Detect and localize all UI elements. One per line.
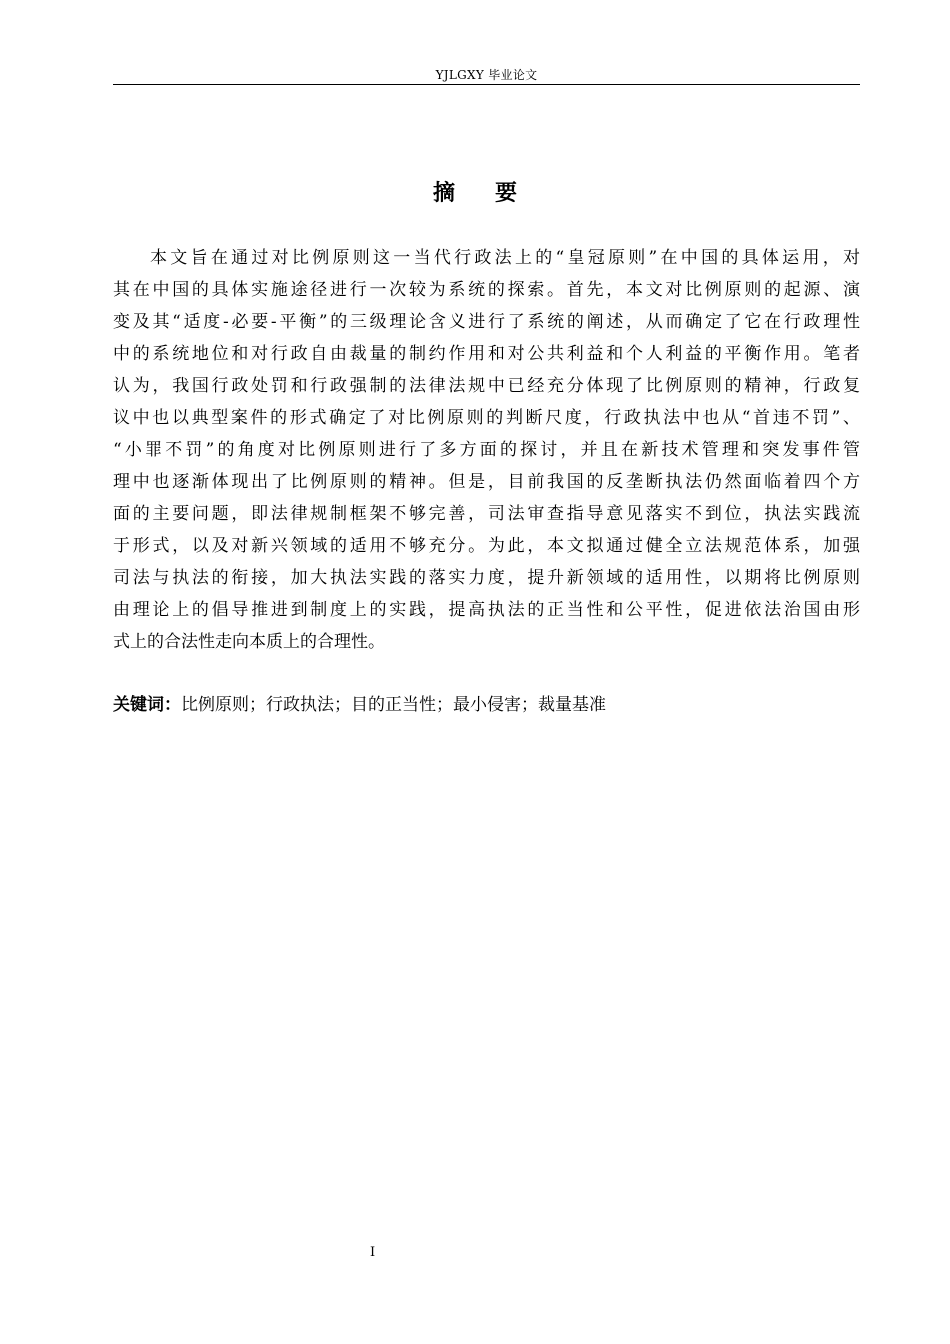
abstract-line: 变及其“适度-必要-平衡”的三级理论含义进行了系统的阐述，从而确定了它在行政理性 (113, 312, 860, 332)
abstract-line: “小罪不罚”的角度对比例原则进行了多方面的探讨，并且在新技术管理和突发事件管 (113, 440, 860, 460)
abstract-line: 式上的合法性走向本质上的合理性。 (113, 632, 385, 652)
abstract-line: 理中也逐渐体现出了比例原则的精神。但是，目前我国的反垄断执法仍然面临着四个方 (113, 472, 860, 492)
keywords-value: 比例原则；行政执法；目的正当性；最小侵害；裁量基准 (181, 695, 606, 715)
page-number: I (370, 1245, 376, 1260)
abstract-body (113, 242, 860, 658)
abstract-line: 中的系统地位和对行政自由裁量的制约作用和对公共利益和个人利益的平衡作用。笔者 (113, 344, 860, 364)
abstract-line: 议中也以典型案件的形式确定了对比例原则的判断尺度，行政执法中也从“首违不罚”、 (113, 408, 860, 428)
abstract-line: 其在中国的具体实施途径进行一次较为系统的探索。首先，本文对比例原则的起源、演 (113, 280, 860, 300)
abstract-line: 由理论上的倡导推进到制度上的实践，提高执法的正当性和公平性，促进依法治国由形 (113, 600, 860, 620)
abstract-line: 本文旨在通过对比例原则这一当代行政法上的“皇冠原则”在中国的具体运用，对 (150, 248, 860, 268)
title-char-2: 要 (495, 181, 518, 206)
keywords-label: 关键词： (113, 695, 181, 715)
title-char-1: 摘 (432, 181, 455, 206)
abstract-line: 司法与执法的衔接，加大执法实践的落实力度，提升新领域的适用性，以期将比例原则 (113, 568, 860, 588)
page-header (113, 67, 860, 85)
page-title (0, 178, 950, 210)
keywords (113, 690, 860, 720)
header-text: YJLGXY 毕业论文 (435, 68, 538, 82)
abstract-line: 面的主要问题，即法律规制框架不够完善，司法审查指导意见落实不到位，执法实践流 (113, 504, 860, 524)
abstract-line: 于形式，以及对新兴领域的适用不够充分。为此，本文拟通过健全立法规范体系，加强 (113, 536, 860, 556)
abstract-line: 认为，我国行政处罚和行政强制的法律法规中已经充分体现了比例原则的精神，行政复 (113, 376, 860, 396)
